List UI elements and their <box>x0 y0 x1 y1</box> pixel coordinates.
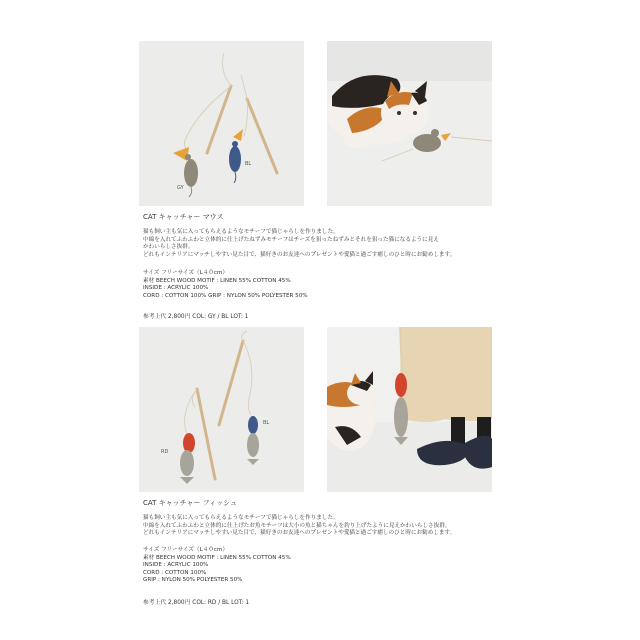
description-line: 中綿を入れてふわふわと立体的に仕上げたお魚モチーフは大小の魚と猫ちゃんを釣り上げたように見えかわいらしさ抜群。 <box>143 522 451 529</box>
mouse-toys-illustration <box>139 41 304 206</box>
spec-grip: GRIP : NYLON 50% POLYESTER 50% <box>143 577 243 584</box>
spec-mouse <box>143 270 503 300</box>
cat-with-mouse-photo <box>327 41 492 206</box>
spec-cord: CORD : COTTON 100% <box>143 569 207 576</box>
product-title-mouse: CAT キャッチャー マウス <box>143 213 224 221</box>
label-gy: GY <box>177 185 184 191</box>
label-bl: BL <box>245 161 252 167</box>
spec-material: 素材 BEECH WOOD MOTIF : LINEN 55% COTTON 45% <box>143 277 291 284</box>
price-line-mouse: 参考上代 2,800円 COL: GY / BL LOT: 1 <box>143 314 249 320</box>
description-fish <box>143 515 503 538</box>
cat-mouse-illustration <box>327 41 492 206</box>
description-line: 中綿を入れてふわふわと立体的に仕上げたねずみモチーフはチーズを狙ったねずみとそれを狙った猫になるように見え <box>143 236 439 243</box>
price-line-fish: 参考上代 2,800円 COL: RD / BL LOT: 1 <box>143 600 250 606</box>
label-bl: BL <box>263 420 270 426</box>
spec-cord-grip: CORD : COTTON 100% GRIP : NYLON 50% POLYESTER 50% <box>143 292 308 299</box>
cat-fish-illustration <box>327 327 492 492</box>
product-photo-fish-toys <box>139 327 304 492</box>
spec-inside: INSIDE : ACRYLIC 100% <box>143 562 209 569</box>
fish-toys-illustration <box>139 327 304 492</box>
spec-size: サイズ フリーサイズ（L４０cm） <box>143 270 229 276</box>
product-photo-mouse-toys <box>139 41 304 206</box>
description-mouse <box>143 229 503 259</box>
product-title-fish: CAT キャッチャー フィッシュ <box>143 499 237 507</box>
description-line: どれもインテリアにマッチしやすい見た目で、猫好きのお友達へのプレゼントや愛猫と過ごす癒しのひと時にお勧めします。 <box>143 530 456 537</box>
description-line: かわいらしさ抜群。 <box>143 244 194 251</box>
label-rd: RD <box>161 449 169 455</box>
spec-size: サイズ フリーサイズ（L４０cm） <box>143 547 229 553</box>
cat-with-fish-photo <box>327 327 492 492</box>
description-line: 猫も飼い主も気に入ってもらえるようなモチーフで猫じゃらしを作りました。 <box>143 229 339 235</box>
description-line: 猫も飼い主も気に入ってもらえるようなモチーフで猫じゃらしを作りました。 <box>143 515 339 521</box>
spec-material: 素材 BEECH WOOD MOTIF : LINEN 55% COTTON 45% <box>143 554 291 561</box>
spec-inside: INSIDE : ACRYLIC 100% <box>143 285 209 292</box>
spec-fish <box>143 547 503 585</box>
description-line: どれもインテリアにマッチしやすい見た目で、猫好きのお友達へのプレゼントや愛猫と過ごす癒しのひと時にお勧めします。 <box>143 251 456 258</box>
